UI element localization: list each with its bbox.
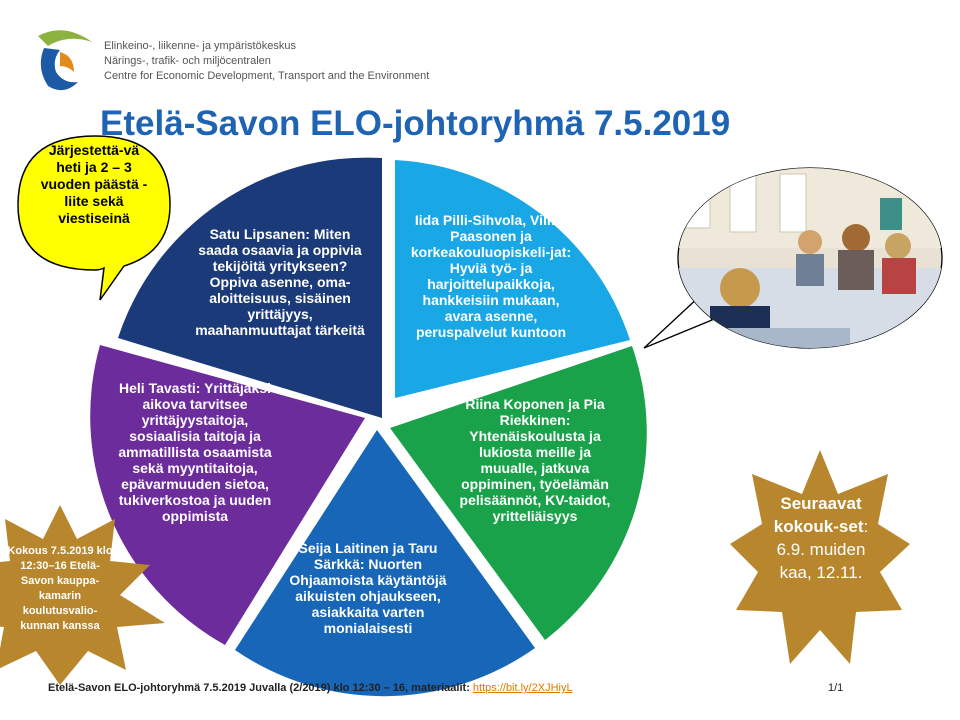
footer — [48, 682, 573, 694]
org-name-sv: Närings-, trafik- och miljöcentralen — [104, 55, 271, 67]
segment-top-left-text: Satu Lipsanen: Miten saada osaavia ja oppivia tekijöitä yritykseen? Oppiva asenne, oma-aloitteisuus, sisäinen yrittäjyys, maahanmuuttajat tärkeitä — [195, 226, 365, 338]
materials-link[interactable]: https://bit.ly/2XJHiyL — [472, 682, 573, 694]
star-right-bold: Seuraavat kokouk-set — [773, 494, 864, 536]
segment-left-text: Heli Tavasti: Yrittäjäksi aikova tarvitsee yrittäjyystaitoja, sosiaalisia taitoja ja ammatillista osaamista sekä myyntitaitoja, epävarmuuden sietoa, tukiverkostoa ja uuden oppimista — [118, 380, 272, 524]
org-name-en: Centre for Economic Development, Transport and the Environment — [104, 70, 430, 82]
star-right-text — [765, 492, 877, 584]
footer-text: Etelä-Savon ELO-johtoryhmä 7.5.2019 Juvalla (2/2019) klo 12:30 – 16, materiaalit: — [48, 682, 473, 694]
segment-top-right-text: Iida Pilli-Sihvola, Vilma Paasonen ja korkeakouluopiskeli-jat: Hyviä työ- ja harjoittelupaikkoja, hankkeisiin mukaan, avara asenne, peruspalvelut kuntoon — [410, 212, 572, 340]
star-right-rest: : 6.9. muiden kaa, 12.11. — [776, 517, 869, 582]
page-number: 1/1 — [828, 682, 844, 694]
page-title: Etelä-Savon ELO-johtoryhmä 7.5.2019 — [100, 104, 731, 143]
photo-bubble — [630, 158, 950, 398]
segment-right-text: Riina Koponen ja Pia Riekkinen: Yhtenäiskoulusta ja lukiosta meille ja muualle, jatkuva oppiminen, työelämän pelisäännöt, KV-taidot, yritteliäisyys — [459, 396, 611, 524]
speech-bubble-text: Järjestettä-vä heti ja 2 – 3 vuoden päästä -liite sekä viestiseinä — [40, 142, 148, 226]
org-name-fi: Elinkeino-, liikenne- ja ympäristökeskus — [104, 40, 296, 52]
star-left-text: Kokous 7.5.2019 klo 12:30–16 Etelä-Savon kauppa-kamarin koulutusvalio-kunnan kanssa — [7, 545, 113, 632]
segment-bottom-text: Seija Laitinen ja Taru Särkkä: Nuorten Ohjaamoista käytäntöjä aikuisten ohjaukseen, asiakkaita varten monialaisesti — [289, 540, 447, 636]
